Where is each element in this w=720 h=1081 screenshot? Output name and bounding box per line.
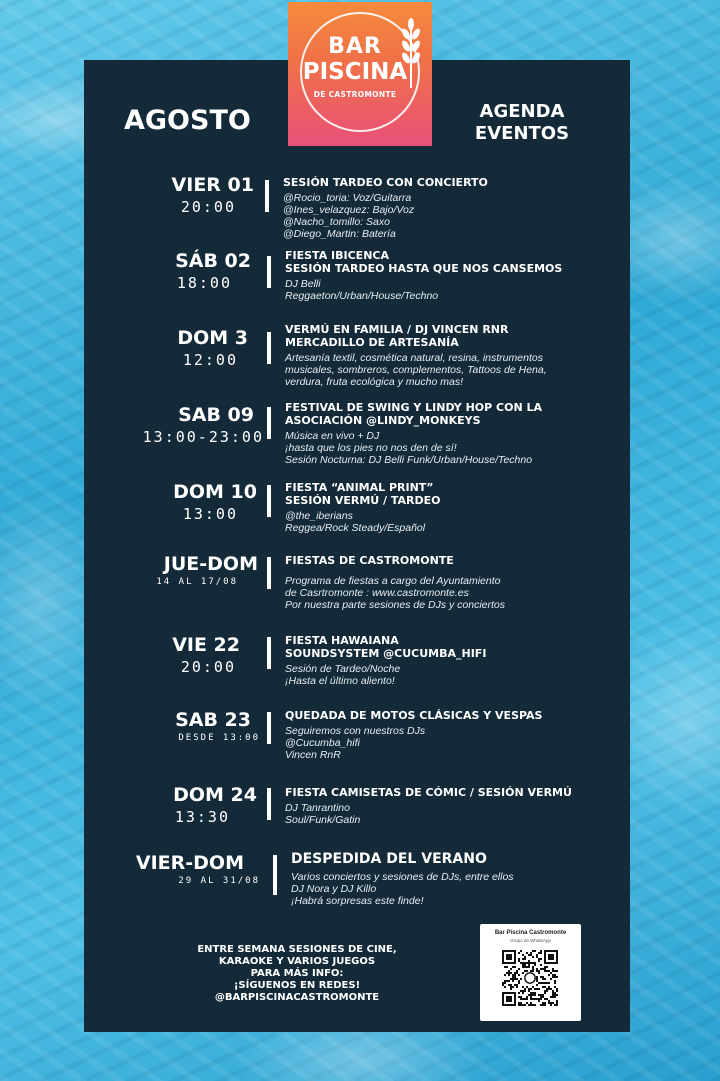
event-title: VERMÚ EN FAMILIA / DJ VINCEN RNR	[285, 323, 509, 336]
event-divider	[267, 637, 271, 669]
qr-title: Bar Piscina Castromonte	[494, 930, 567, 936]
event-time: 13:30	[174, 808, 230, 826]
event-time: 20:00	[180, 198, 236, 216]
event-divider	[267, 407, 271, 439]
event-title: MERCADILLO DE ARTESANÍA	[285, 336, 459, 349]
footer-line: KARAOKE Y VARIOS JUEGOS	[218, 956, 376, 967]
event-title: FESTIVAL DE SWING Y LINDY HOP CON LA	[285, 401, 543, 414]
event-title: QUEDADA DE MOTOS CLÁSICAS Y VESPAS	[285, 709, 543, 722]
event-time: 20:00	[180, 658, 236, 676]
event-description: DJ Tanrantino	[285, 802, 350, 814]
logo-line-piscina: PISCINA	[302, 59, 408, 85]
event-description: ¡Habrá sorpresas este finde!	[291, 895, 424, 907]
event-divider	[267, 557, 271, 589]
event-description: @Rocio_toria: Voz/Guitarra	[283, 192, 412, 204]
event-description: Programa de fiestas a cargo del Ayuntamiento	[285, 575, 501, 587]
event-description: verdura, fruta ecológica y mucho mas!	[285, 376, 463, 388]
event-date: JUE-DOM	[163, 553, 258, 575]
event-title: FIESTA IBICENCA	[285, 249, 389, 262]
event-date: SÁB 02	[175, 250, 251, 272]
event-divider	[267, 788, 271, 820]
event-date: DOM 3	[177, 327, 248, 349]
event-time: 29 AL 31/08	[178, 876, 260, 886]
event-description: ¡Hasta el último aliento!	[285, 675, 395, 687]
event-title: SESIÓN VERMÚ / TARDEO	[285, 494, 441, 507]
event-description: Sesión Nocturna: DJ Belli Funk/Urban/House/Techno	[285, 454, 533, 466]
event-description: Soul/Funk/Gatin	[285, 814, 361, 826]
event-description: Por nuestra parte sesiones de DJs y conciertos	[285, 599, 506, 611]
event-description: de Casrtromonte : www.castromonte.es	[285, 587, 469, 599]
event-date: DOM 24	[173, 784, 257, 806]
event-divider	[265, 180, 269, 212]
event-description: Música en vivo + DJ	[285, 430, 380, 442]
footer-line[interactable]: @BARPISCINACASTROMONTE	[214, 992, 380, 1003]
event-description: Seguiremos con nuestros DJs	[285, 725, 426, 737]
event-divider	[267, 332, 271, 364]
event-date: VIE 22	[172, 634, 240, 656]
whatsapp-qr-card[interactable]	[480, 924, 581, 1021]
event-description: Vincen RnR	[285, 749, 341, 761]
event-description: DJ Nora y DJ Killo	[291, 883, 377, 895]
event-description: Artesanía textil, cosmética natural, resina, instrumentos	[285, 352, 543, 364]
event-description: Sesión de Tardeo/Noche	[285, 663, 401, 675]
event-time: 14 AL 17/08	[156, 577, 238, 587]
event-divider	[267, 485, 271, 517]
footer-info	[172, 944, 422, 1004]
event-time: 13:00	[182, 505, 238, 523]
event-title: FIESTA “ANIMAL PRINT”	[285, 481, 434, 494]
event-title: DESPEDIDA DEL VERANO	[291, 851, 487, 867]
event-time: 13:00-23:00	[142, 428, 264, 446]
logo-line-bar: BAR	[328, 34, 382, 59]
event-date: DOM 10	[173, 481, 257, 503]
event-date: SAB 23	[175, 709, 251, 731]
event-description: @Ines_velazquez: Bajo/Voz	[283, 204, 415, 216]
event-title: ASOCIACIÓN @LINDY_MONKEYS	[285, 414, 481, 427]
qr-code-icon[interactable]	[502, 950, 558, 1006]
event-title: FIESTA HAWAIANA	[285, 634, 399, 647]
event-description: Reggea/Rock Steady/Español	[285, 522, 426, 534]
event-title: SESIÓN TARDEO CON CONCIERTO	[283, 176, 488, 189]
event-divider	[267, 256, 271, 288]
event-description: @Nacho_tomillo: Saxo	[283, 216, 390, 228]
footer-line: PARA MÁS INFO:	[250, 968, 344, 979]
event-time: DESDE 13:00	[178, 733, 260, 743]
event-time: 12:00	[182, 351, 238, 369]
agenda-title	[462, 101, 582, 145]
event-title: FIESTAS DE CASTROMONTE	[285, 554, 454, 567]
event-description: @Diego_Martin: Batería	[283, 228, 396, 240]
event-description: @Cucumba_hifi	[285, 737, 360, 749]
event-description: DJ Belli	[285, 278, 321, 290]
event-date: VIER 01	[171, 174, 254, 196]
event-time: 18:00	[176, 274, 232, 292]
event-date: SAB 09	[178, 404, 254, 426]
event-date: VIER-DOM	[135, 852, 244, 874]
event-title: FIESTA CAMISETAS DE CÓMIC / SESIÓN VERMÚ	[285, 786, 572, 799]
agenda-title-line1: AGENDA	[479, 101, 565, 122]
footer-line: ENTRE SEMANA SESIONES DE CINE,	[197, 944, 397, 955]
agenda-title-line2: EVENTOS	[474, 123, 570, 144]
event-divider	[273, 855, 277, 895]
bar-piscina-logo	[288, 2, 432, 146]
footer-line: ¡SÍGUENOS EN REDES!	[233, 980, 361, 991]
wheat-icon	[400, 18, 422, 88]
qr-subtitle: Grupo de WhatsApp	[510, 938, 551, 943]
event-description: musicales, sombreros, complementos, Tattoos de Hena,	[285, 364, 547, 376]
event-divider	[267, 712, 271, 744]
event-title: SESIÓN TARDEO HASTA QUE NOS CANSEMOS	[285, 262, 563, 275]
logo-line-sub: DE CASTROMONTE	[313, 90, 397, 99]
event-description: Reggaeton/Urban/House/Techno	[285, 290, 439, 302]
event-title: SOUNDSYSTEM @CUCUMBA_HIFI	[285, 647, 487, 660]
event-description: ¡hasta que los pies no nos den de sí!	[285, 442, 457, 454]
event-description: Varios conciertos y sesiones de DJs, entre ellos	[291, 871, 514, 883]
month-title: AGOSTO	[124, 105, 251, 136]
event-description: @the_iberians	[285, 510, 353, 522]
